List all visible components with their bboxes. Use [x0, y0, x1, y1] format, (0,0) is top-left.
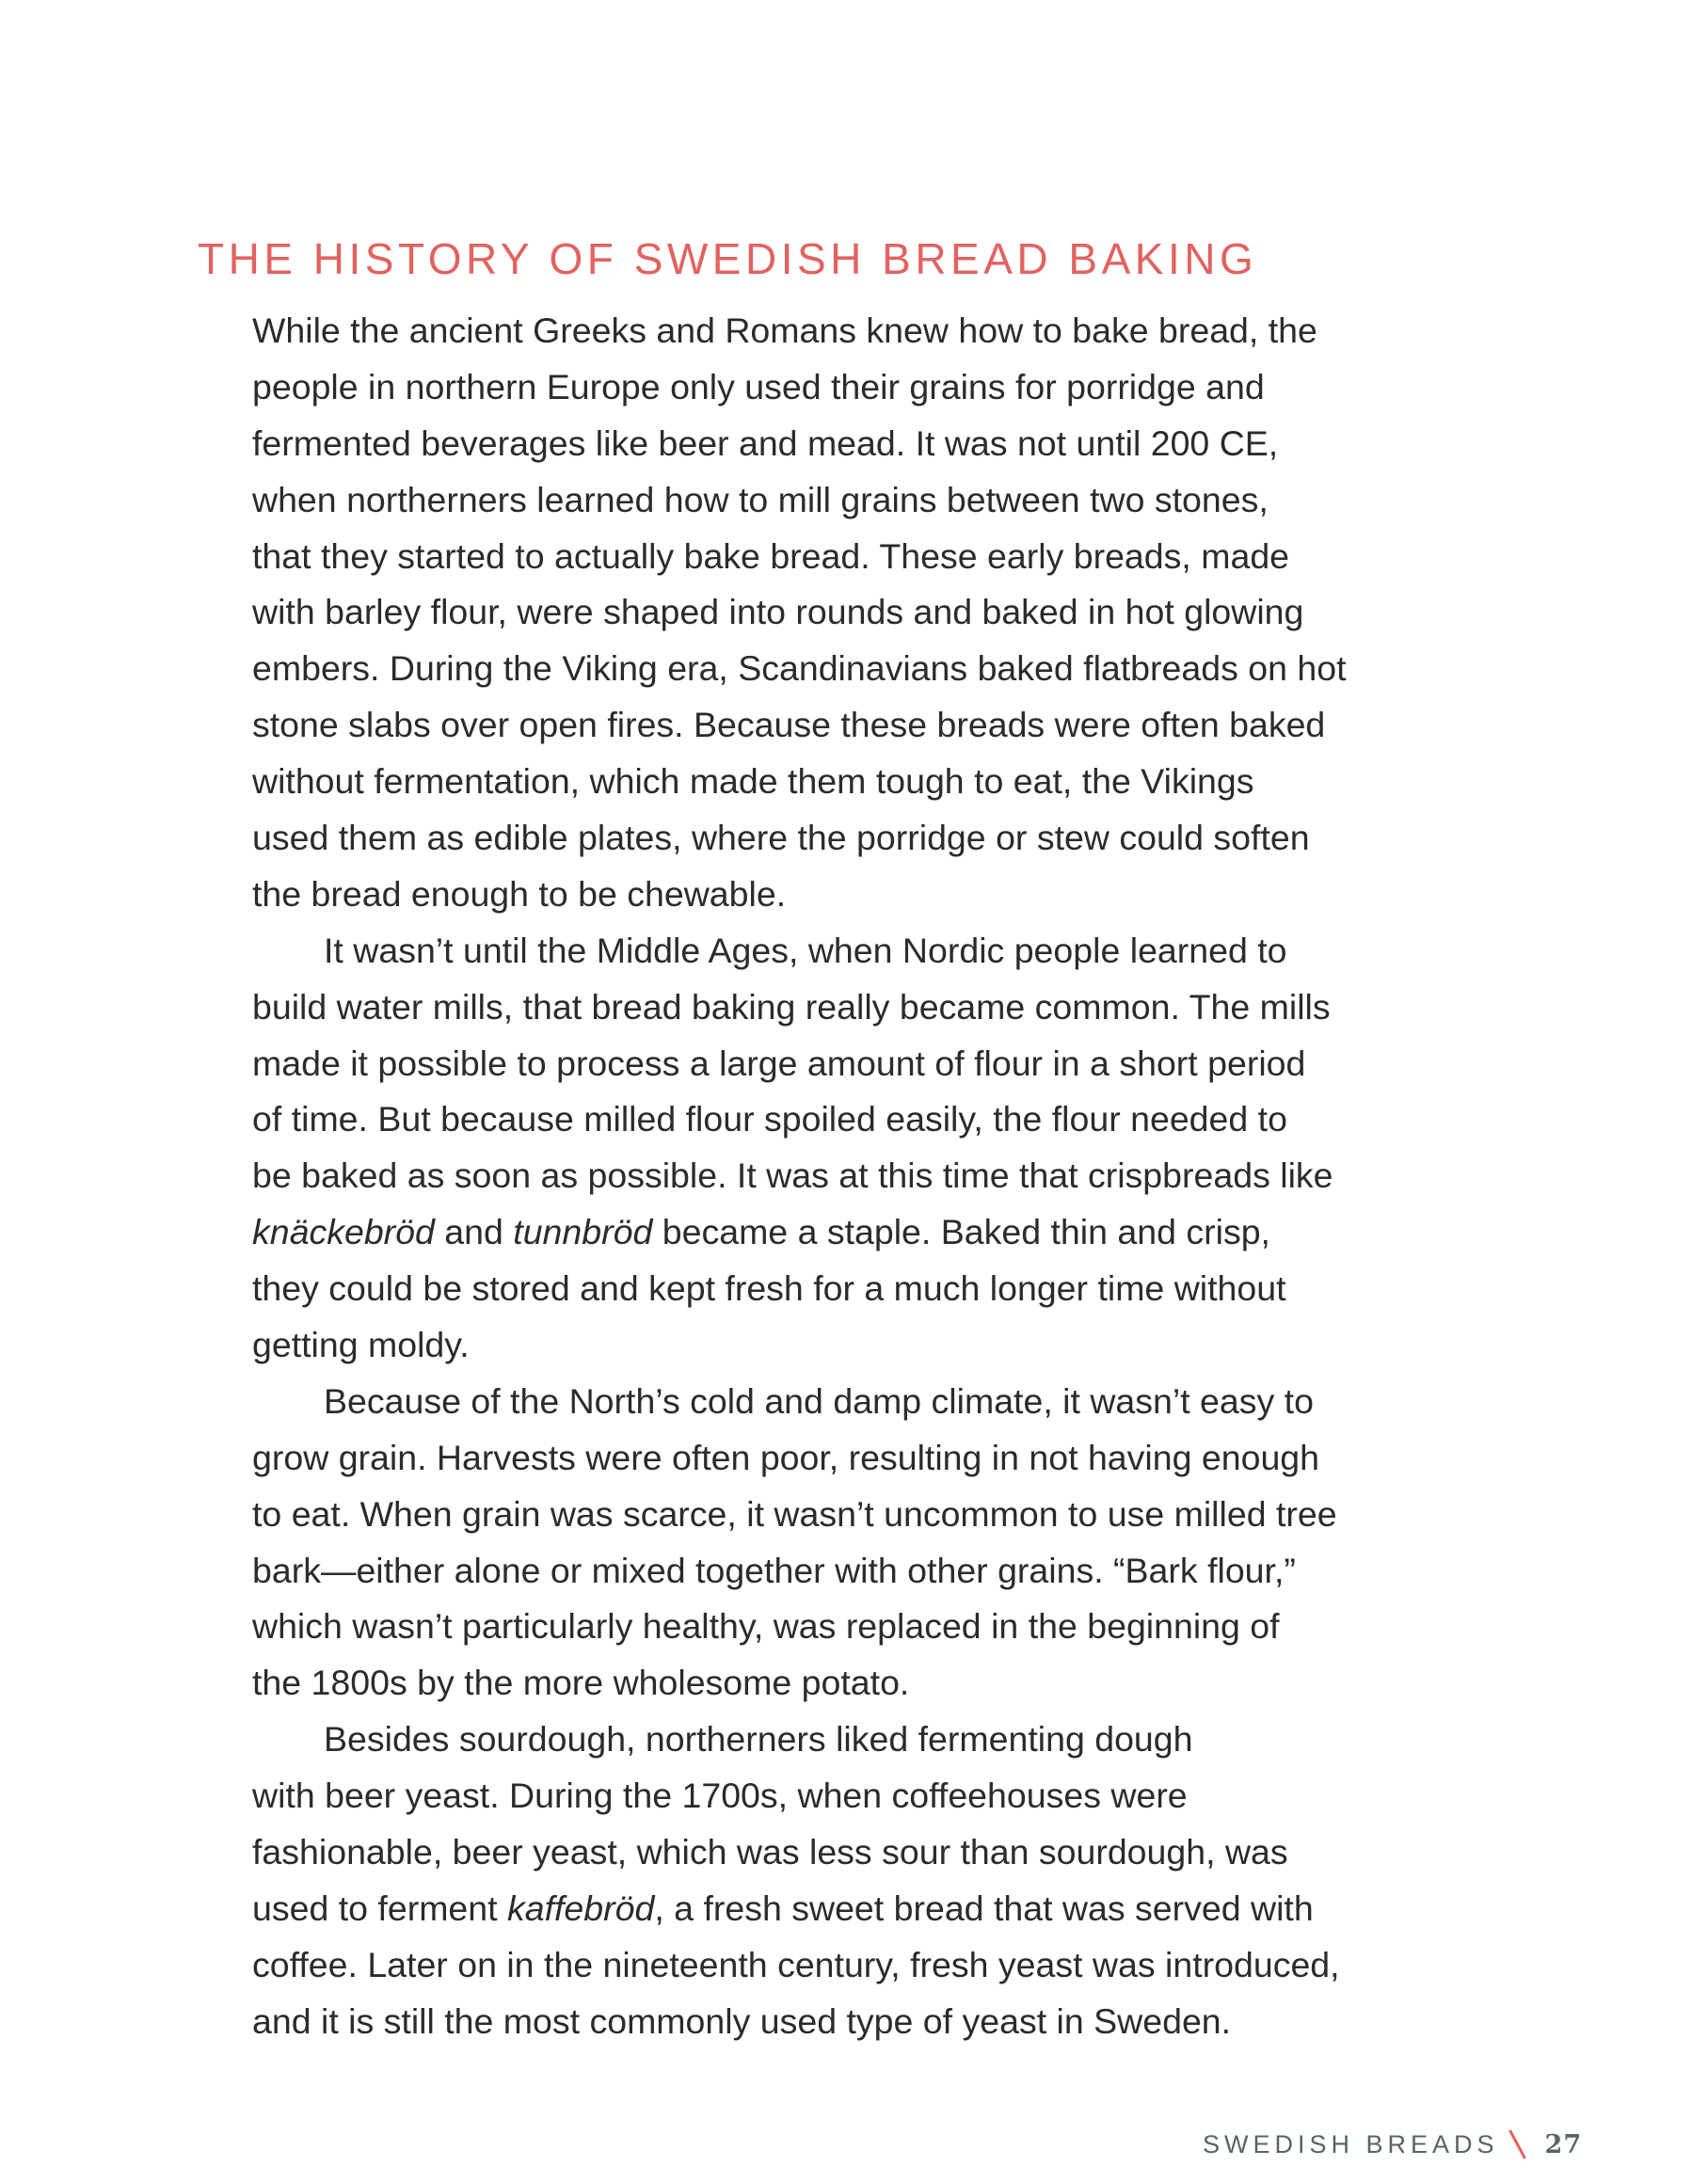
- text-run: grow grain. Harvests were often poor, resulting in not having enough: [252, 1437, 1320, 1477]
- italic-term: tunnbröd: [513, 1212, 653, 1252]
- page-number: 27: [1544, 2129, 1583, 2159]
- text-line: [252, 641, 1476, 697]
- text-run: to eat. When grain was scarce, it wasn’t uncommon to use milled tree: [252, 1493, 1337, 1534]
- text-line: [252, 1091, 1476, 1148]
- text-line: [252, 1036, 1476, 1092]
- text-run: Besides sourdough, northerners liked fermenting dough: [324, 1719, 1193, 1760]
- paragraph: [252, 303, 1476, 923]
- text-run: when northerners learned how to mill grains between two stones,: [252, 479, 1269, 519]
- text-run: embers. During the Viking era, Scandinavians baked flatbreads on hot: [252, 648, 1347, 689]
- text-line: [252, 980, 1476, 1036]
- text-run: the bread enough to be chewable.: [252, 873, 787, 914]
- text-run: getting moldy.: [252, 1325, 470, 1365]
- text-line: [252, 1487, 1476, 1543]
- body-text: [252, 303, 1476, 2050]
- paragraph: [252, 923, 1476, 1374]
- page-footer: [1203, 2128, 1582, 2160]
- text-line: [252, 359, 1476, 416]
- text-run: Because of the North’s cold and damp climate, it wasn’t easy to: [324, 1380, 1314, 1421]
- text-run: without fermentation, which made them tough to eat, the Vikings: [252, 761, 1254, 802]
- text-line: [252, 1655, 1476, 1712]
- text-run: of time. But because milled flour spoiled easily, the flour needed to: [252, 1099, 1287, 1139]
- text-line: [252, 303, 1476, 359]
- text-run: fermented beverages like beer and mead. It was not until 200 CE,: [252, 422, 1279, 463]
- text-line: [252, 1261, 1476, 1317]
- text-run: and it is still the most commonly used type of yeast in Sweden.: [252, 2000, 1232, 2041]
- paragraph: [252, 1712, 1476, 2049]
- text-line: [252, 416, 1476, 472]
- text-line: [252, 1599, 1476, 1655]
- text-run: fashionable, beer yeast, which was less sour than sourdough, was: [252, 1832, 1288, 1872]
- text-line: [252, 1712, 1476, 1768]
- text-run: be baked as soon as possible. It was at this time that crispbreads like: [252, 1155, 1333, 1196]
- text-run: coffee. Later on in the nineteenth century, fresh yeast was introduced,: [252, 1944, 1340, 1984]
- text-line: [252, 1430, 1476, 1487]
- text-run: made it possible to process a large amount of flour in a short period: [252, 1043, 1306, 1083]
- text-line: [252, 1881, 1476, 1937]
- paragraph: [252, 1374, 1476, 1712]
- text-run: and: [434, 1212, 514, 1252]
- text-line: [252, 754, 1476, 810]
- text-run: While the ancient Greeks and Romans knew how to bake bread, the: [252, 311, 1317, 350]
- text-line: [252, 867, 1476, 923]
- text-line: [252, 1994, 1476, 2050]
- text-line: [252, 529, 1476, 585]
- text-run: with barley flour, were shaped into rounds and baked in hot glowing: [252, 592, 1304, 632]
- text-run: , a fresh sweet bread that was served with: [654, 1887, 1314, 1928]
- text-run: with beer yeast. During the 1700s, when coffeehouses were: [252, 1776, 1188, 1816]
- text-line: [252, 1543, 1476, 1600]
- text-run: used to ferment: [252, 1887, 507, 1928]
- text-run: the 1800s by the more wholesome potato.: [252, 1663, 910, 1703]
- text-line: [252, 584, 1476, 641]
- text-line: [252, 1824, 1476, 1881]
- text-run: build water mills, that bread baking really became common. The mills: [252, 986, 1331, 1027]
- text-run: used them as edible plates, where the porridge or stew could soften: [252, 818, 1310, 858]
- text-run: became a staple. Baked thin and crisp,: [652, 1212, 1270, 1252]
- text-line: [252, 1148, 1476, 1204]
- text-line: [252, 1317, 1476, 1374]
- text-run: which wasn’t particularly healthy, was replaced in the beginning of: [252, 1606, 1280, 1647]
- text-run: that they started to actually bake bread. These early breads, made: [252, 535, 1290, 576]
- text-line: [252, 1937, 1476, 1994]
- italic-term: kaffebröd: [506, 1887, 655, 1928]
- running-head: SWEDISH BREADS: [1203, 2129, 1499, 2158]
- text-run: It wasn’t until the Middle Ages, when Nordic people learned to: [324, 930, 1287, 970]
- text-line: [252, 923, 1476, 980]
- text-line: [252, 1374, 1476, 1430]
- text-line: [252, 1768, 1476, 1824]
- text-run: stone slabs over open fires. Because these breads were often baked: [252, 705, 1326, 745]
- page-title: THE HISTORY OF SWEDISH BREAD BAKING: [198, 234, 1258, 283]
- text-line: [252, 810, 1476, 867]
- text-line: [252, 697, 1476, 754]
- slash-divider-icon: [1508, 2129, 1526, 2158]
- text-run: they could be stored and kept fresh for a much longer time without: [252, 1268, 1286, 1309]
- text-run: bark—either alone or mixed together with other grains. “Bark flour,”: [252, 1550, 1296, 1590]
- text-run: people in northern Europe only used their grains for porridge and: [252, 366, 1265, 406]
- italic-term: knäckebröd: [252, 1212, 435, 1252]
- text-line: [252, 472, 1476, 529]
- text-line: [252, 1204, 1476, 1261]
